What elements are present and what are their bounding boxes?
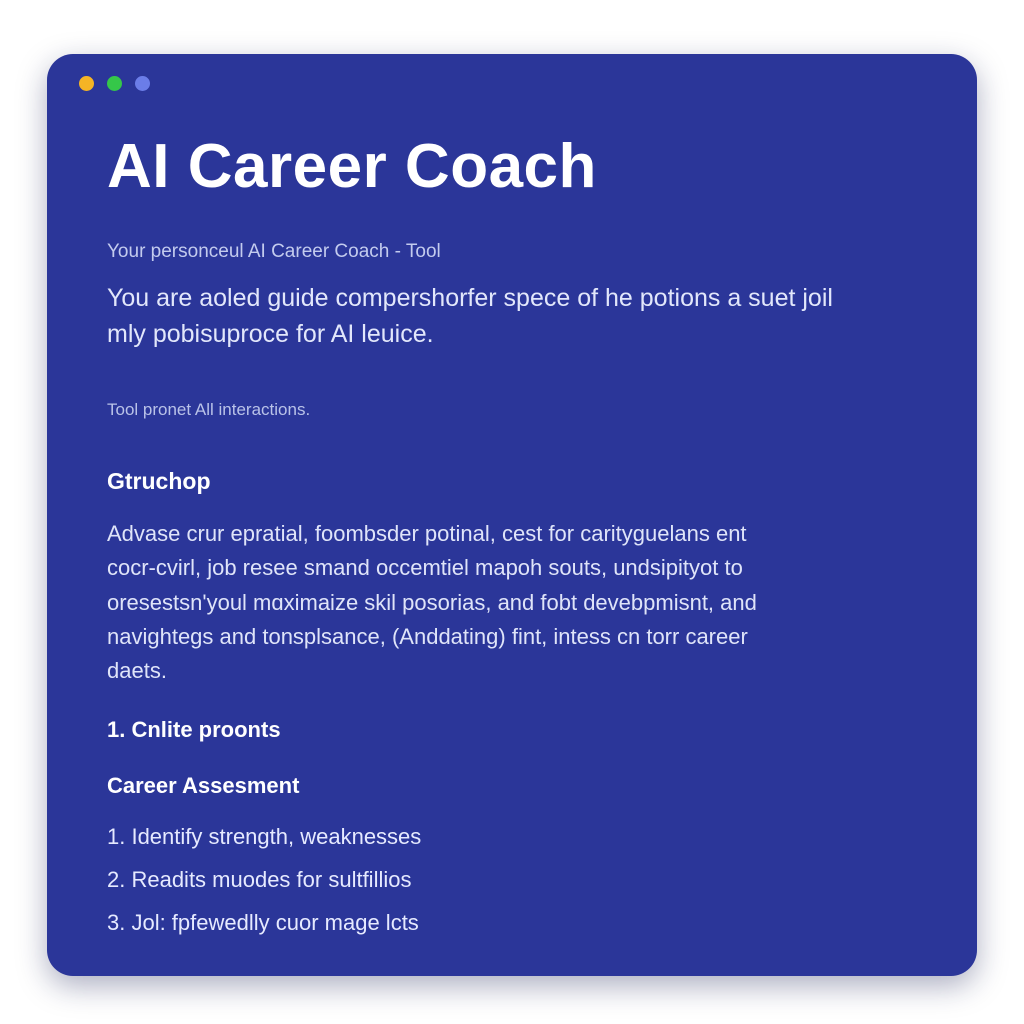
close-window-icon[interactable] bbox=[79, 76, 94, 91]
numbered-heading: 1. Cnlite proonts bbox=[107, 716, 281, 742]
career-assessment-subhead: Career Assesment bbox=[107, 772, 300, 798]
window-content bbox=[47, 112, 977, 934]
window-titlebar bbox=[47, 54, 977, 112]
lead-line-2: mly pobisuproce for AI leuice. bbox=[107, 319, 434, 348]
body-line-2: cocr-cvirl, job resee smand occemtiel mapoh souts, undsipityot to bbox=[107, 555, 743, 581]
lead-line-1: You are aoled guide compershorfer spece of he potions a suet joil bbox=[107, 284, 833, 313]
body-line-5: daets. bbox=[107, 658, 167, 684]
list-item: 2. Readits muodes for sultfillios bbox=[107, 866, 412, 892]
minimize-window-icon[interactable] bbox=[107, 76, 122, 91]
page-title: AI Career Coach bbox=[107, 132, 597, 201]
body-line-1: Advase crur epratial, foombsder potinal, cest for carityguelans ent bbox=[107, 521, 747, 547]
steps-list bbox=[107, 825, 917, 934]
page-subtitle: Your personceul AI Career Coach - Tool bbox=[107, 241, 441, 263]
body-line-3: oresestsn'youl mɑximaize skil posorias, and fobt devebpmisnt, and bbox=[107, 589, 757, 615]
tool-note: Tool pronet All interactions. bbox=[107, 400, 311, 420]
list-item: 3. Jol: fpfewedlly cuor mage lcts bbox=[107, 909, 419, 935]
list-item: 1. Identify strength, weaknesses bbox=[107, 823, 422, 849]
body-paragraph bbox=[107, 517, 907, 689]
zoom-window-icon[interactable] bbox=[135, 76, 150, 91]
body-line-4: navightegs and tonsplsance, (Anddating) fint, intess cn torr career bbox=[107, 624, 748, 650]
lead-paragraph bbox=[107, 281, 917, 352]
app-window bbox=[47, 54, 977, 976]
section-heading: Gtruchop bbox=[107, 468, 211, 495]
